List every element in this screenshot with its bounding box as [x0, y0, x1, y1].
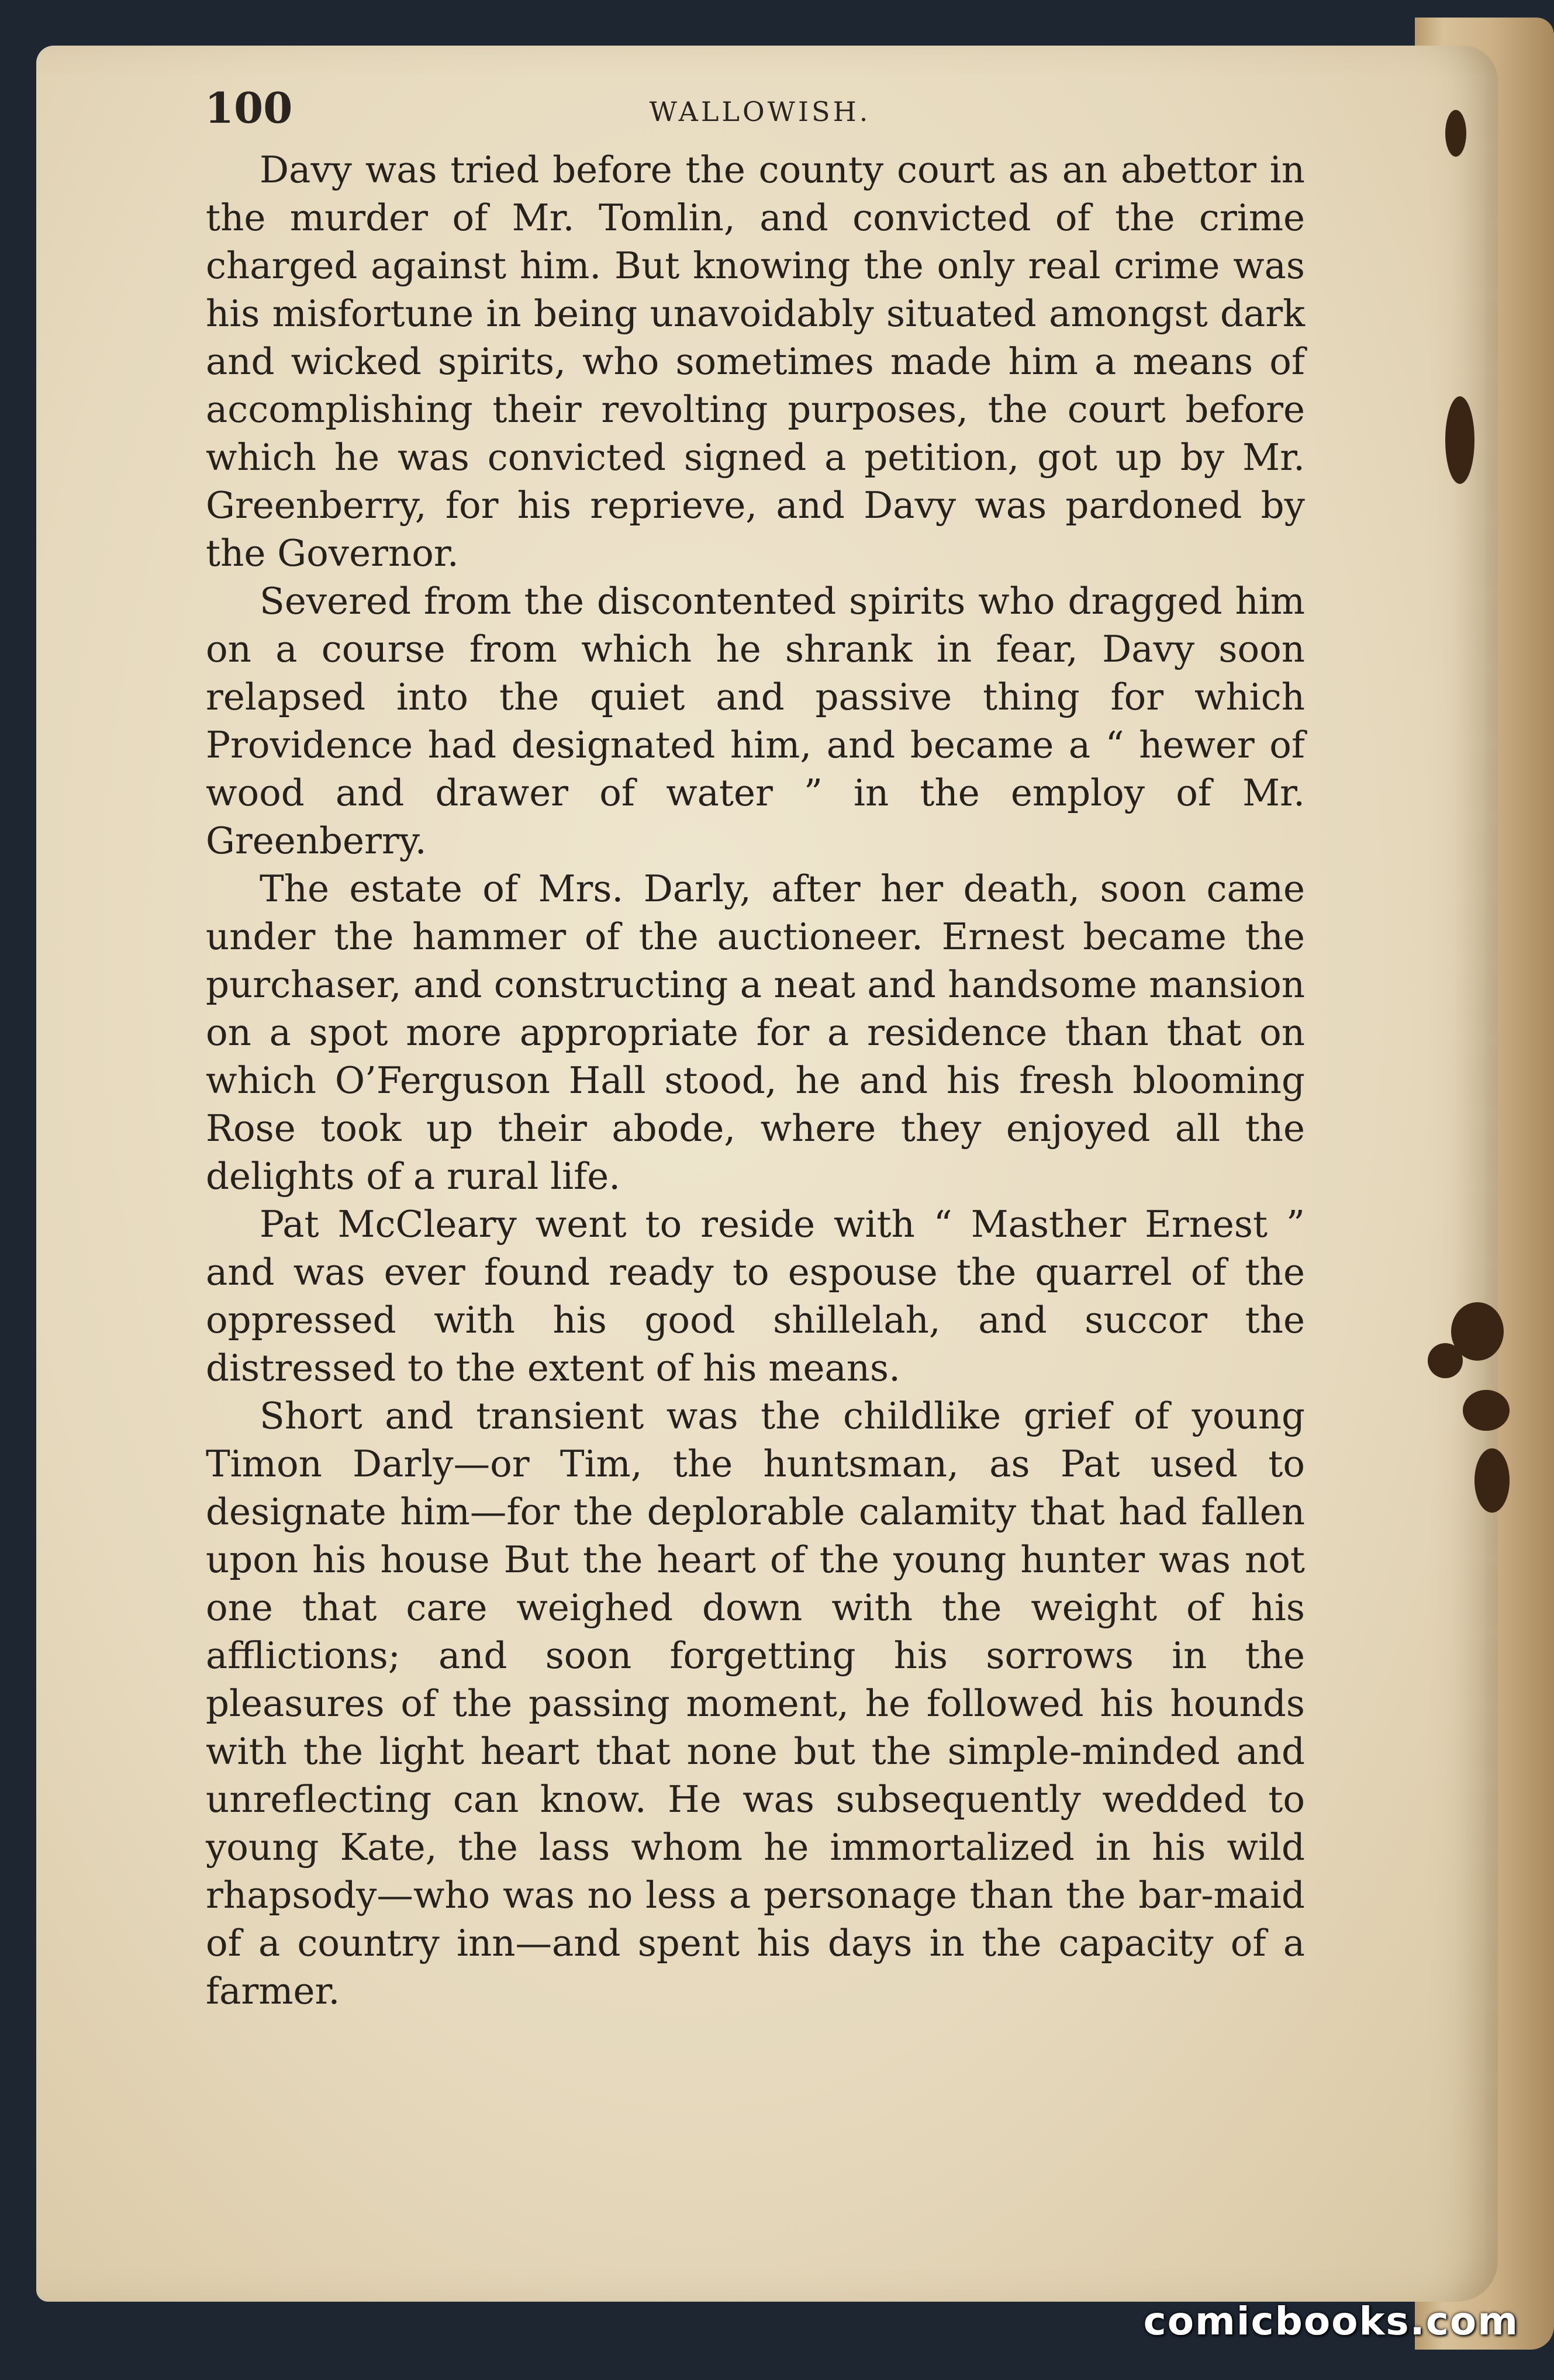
- body-text: [206, 146, 1305, 2015]
- paragraph: Severed from the discontented spirits who dragged him on a course from which he shrank in fear, Davy soon relapsed into the quiet and passive thing for which Providence had designated him, and became a “ hewer of wood and drawer of water ” in the employ of Mr. Greenberry.: [206, 580, 1305, 862]
- page-number: 100: [205, 83, 293, 133]
- ink-stain: [1474, 1448, 1510, 1513]
- page-header: [205, 82, 1315, 134]
- ink-stain: [1463, 1390, 1510, 1431]
- paragraph: The estate of Mrs. Darly, after her death, soon came under the hammer of the auctioneer. Ernest became the purchaser, and constructing a neat and handsome mansion on a spot more appropriate for a residence than that on which O’Ferguson Hall stood, he and his fresh blooming Rose took up their abode, where they enjoyed all the delights of a rural life.: [206, 867, 1305, 1198]
- paragraph: Short and transient was the childlike grief of young Timon Darly—or Tim, the huntsman, as Pat used to designate him—for the deplorable calamity that had fallen upon his house But the heart of the young hunter was not one that care weighed down with the weight of his afflictions; and soon forgetting his sorrows in the pleasures of the passing moment, he followed his hounds with the light heart that none but the simple-minded and unreflecting can know. He was subsequently wedded to young Kate, the lass whom he immortalized in his wild rhapsody—who was no less a personage than the bar-maid of a country inn—and spent his days in the capacity of a farmer.: [206, 1395, 1305, 2012]
- ink-stain: [1445, 110, 1466, 157]
- paragraph: Pat McCleary went to reside with “ Masther Ernest ” and was ever found ready to espouse the quarrel of the oppressed with his good shillelah, and succor the distressed to the extent of his means.: [206, 1203, 1305, 1389]
- watermark: comicbooks.com: [1143, 2299, 1519, 2344]
- ink-stain: [1428, 1343, 1463, 1378]
- running-head: WALLOWISH.: [649, 96, 871, 127]
- paragraph: Davy was tried before the county court as an abettor in the murder of Mr. Tomlin, and convicted of the crime charged against him. But knowing the only real crime was his misfortune in being unavoidably situated amongst dark and wicked spirits, who sometimes made him a means of accomplishing their revolting purposes, the court before which he was convicted signed a petition, got up by Mr. Greenberry, for his reprieve, and Davy was pardoned by the Governor.: [206, 148, 1305, 575]
- ink-stain: [1445, 396, 1474, 484]
